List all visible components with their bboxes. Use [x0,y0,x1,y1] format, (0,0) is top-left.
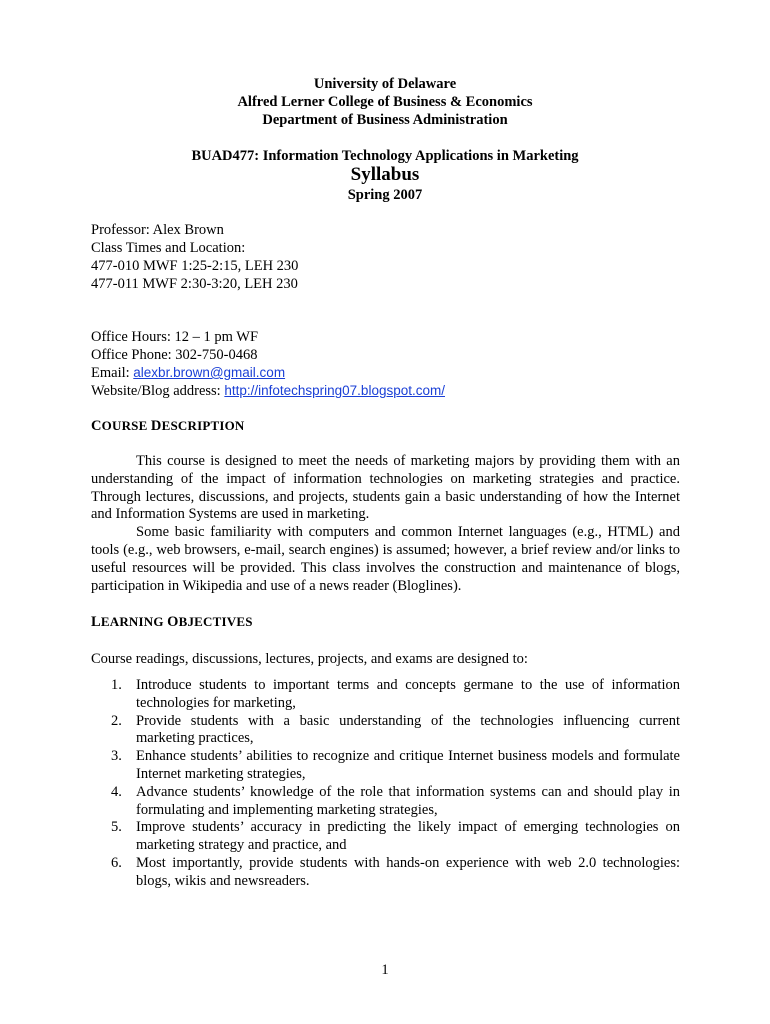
page-number: 1 [381,962,389,978]
course-description-heading: COURSE DESCRIPTION [91,418,245,434]
list-item: 4. Advance students’ knowledge of the role that information systems can and should play in formulating and implementing marketing strategies, [111,783,680,818]
course-title: BUAD477: Information Technology Applications in Marketing [191,148,579,164]
course-description-paragraph-2: Some basic familiarity with computers and common Internet languages (e.g., HTML) and tools (e.g., web browsers, e-mail, search engines) is assumed; however, a brief review and/or links to useful resources will be provided. This class involves the construction and maintenance of blogs, participation in Wikipedia and use of a news reader (Bloglines). [91,524,680,594]
college-name: Alfred Lerner College of Business & Economics [237,94,533,110]
website-line [91,382,445,400]
university-name: University of Delaware [313,76,457,92]
list-item: 3. Enhance students’ abilities to recognize and critique Internet business models and formulate Internet marketing strategies, [111,748,680,782]
section-2-schedule: 477-011 MWF 2:30-3:20, LEH 230 [91,276,298,292]
email-line [91,364,285,382]
course-description-paragraph-1: This course is designed to meet the needs of marketing majors by providing them with an understanding of the impact of information technologies on marketing strategies and practice. Through lectures, discussions, and projects, students gain a basic understanding of how the Internet and Information Systems are used in marketing. [91,453,680,523]
list-item: 5. Improve students’ accuracy in predicting the likely impact of emerging technologies on marketing strategy and practice, and [111,819,680,854]
objectives-lead: Course readings, discussions, lectures, projects, and exams are designed to: [91,651,528,667]
section-1-schedule: 477-010 MWF 1:25-2:15, LEH 230 [91,258,299,274]
term: Spring 2007 [347,187,423,203]
email-link[interactable]: alexbr.brown@gmail.com [133,365,286,380]
department-name: Department of Business Administration [262,112,508,128]
list-item: 1. Introduce students to important terms and concepts germane to the use of information technologies for marketing, [111,677,680,711]
website-label: Website/Blog address: [91,383,225,399]
office-phone: Office Phone: 302-750-0468 [91,347,258,363]
class-times-label: Class Times and Location: [91,240,246,256]
professor-line: Professor: Alex Brown [91,222,224,238]
list-item: 2. Provide students with a basic understanding of the technologies influencing current marketing practices, [111,712,680,747]
course-description-body [91,453,680,595]
email-label: Email: [91,365,134,381]
list-item: 6. Most importantly, provide students with hands-on experience with web 2.0 technologies: blogs, wikis and newsreaders. [111,854,680,889]
website-link[interactable]: http://infotechspring07.blogspot.com/ [224,383,445,398]
objectives-list [91,677,680,891]
document-title: Syllabus [350,164,420,185]
learning-objectives-heading: LEARNING OBJECTIVES [91,614,253,630]
office-hours: Office Hours: 12 – 1 pm WF [91,329,259,345]
